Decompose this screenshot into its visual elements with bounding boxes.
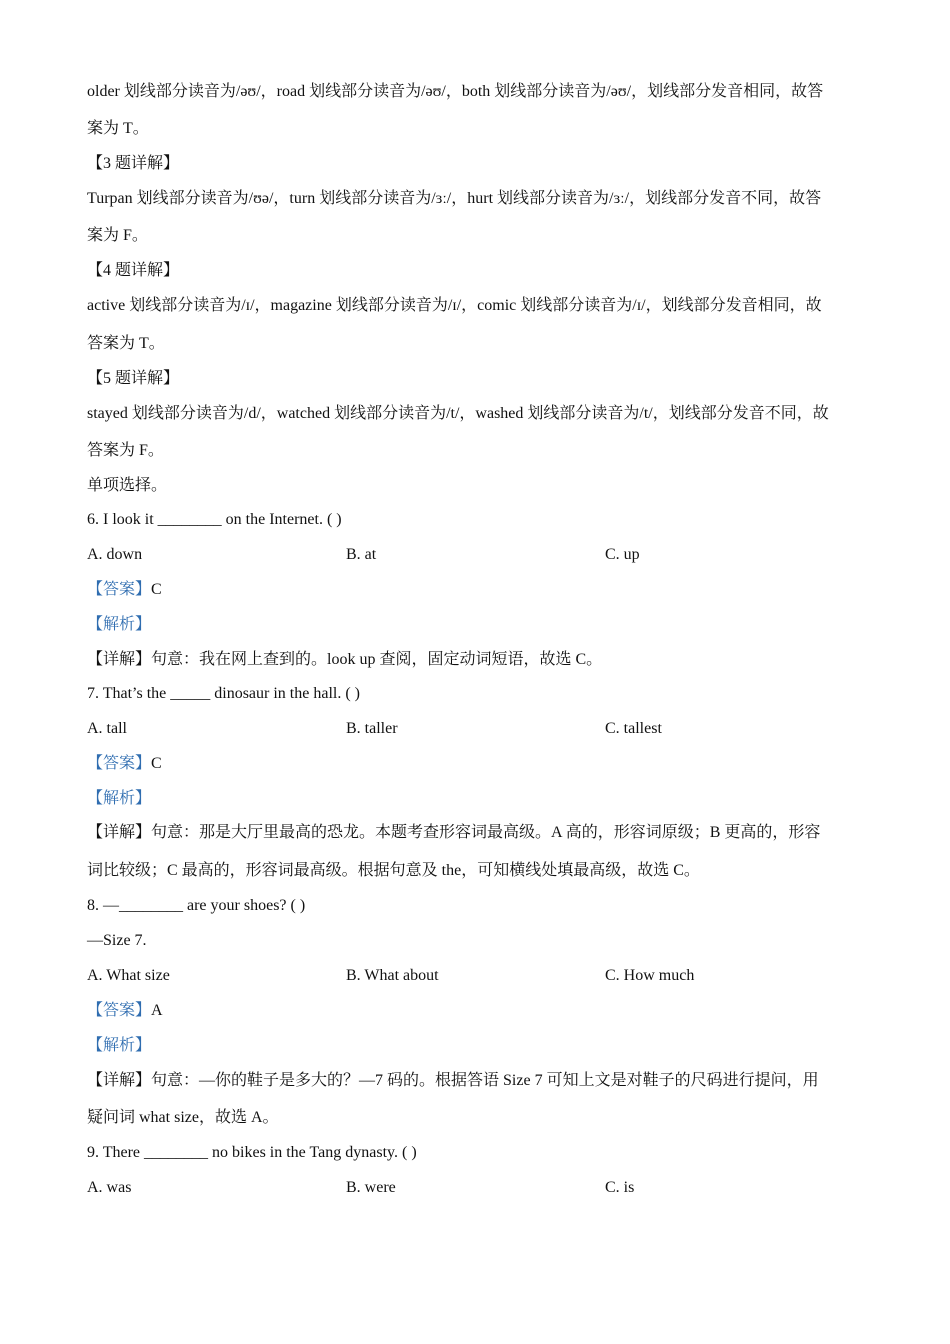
detail-label: 【详解】 — [87, 824, 152, 841]
detail-text: 句意：—你的鞋子是多大的？—7 码的。根据答语 Size 7 可知上文是对鞋子的尺码进行提问，用 — [151, 1072, 819, 1089]
question-6-detail — [87, 650, 862, 670]
question-6-option-c: C. up — [605, 546, 640, 563]
question-8-detail-line1 — [87, 1071, 862, 1091]
item3-body-line1: Turpan 划线部分读音为/ʊə/，turn 划线部分读音为/ɜː/，hurt 划线部分读音为/ɜː/，划线部分发音不同，故答 — [87, 190, 822, 207]
question-7-analysis — [87, 789, 862, 809]
question-7-option-c: C. tallest — [605, 720, 662, 737]
question-6-analysis — [87, 615, 862, 635]
answer-value: A — [151, 1002, 163, 1019]
question-8-reply: —Size 7. — [87, 932, 147, 949]
item2-body-line2: 案为 T。 — [87, 120, 149, 137]
question-7-option-b: B. taller — [346, 720, 398, 737]
question-7-stem: 7. That’s the _____ dinosaur in the hall. ( ) — [87, 685, 360, 702]
question-7-answer — [87, 754, 862, 774]
item3-body-line2: 案为 F。 — [87, 227, 148, 244]
question-7-detail-line2: 词比较级；C 最高的，形容词最高级。根据句意及 the，可知横线处填最高级，故选 C。 — [87, 862, 700, 879]
question-6-option-b: B. at — [346, 546, 377, 563]
question-8-analysis — [87, 1036, 862, 1056]
analysis-label: 【解析】 — [87, 616, 152, 633]
answer-value: C — [151, 755, 162, 772]
item2-body-line1: older 划线部分读音为/əʊ/，road 划线部分读音为/əʊ/，both 划线部分读音为/əʊ/，划线部分发音相同，故答 — [87, 83, 824, 100]
question-9-option-a: A. was — [87, 1179, 132, 1196]
answer-label: 【答案】 — [87, 581, 152, 598]
item5-heading: 【5 题详解】 — [87, 370, 180, 387]
section-title: 单项选择。 — [87, 477, 168, 494]
item4-body-line1: active 划线部分读音为/ɪ/，magazine 划线部分读音为/ɪ/，comic 划线部分读音为/ɪ/，划线部分发音相同，故 — [87, 297, 822, 314]
question-9-option-b: B. were — [346, 1179, 396, 1196]
question-6-answer — [87, 580, 862, 600]
item5-body-line2: 答案为 F。 — [87, 442, 164, 459]
answer-label: 【答案】 — [87, 1002, 152, 1019]
item3-heading: 【3 题详解】 — [87, 155, 180, 172]
question-8-detail-line2: 疑问词 what size，故选 A。 — [87, 1109, 279, 1126]
answer-label: 【答案】 — [87, 755, 152, 772]
item4-heading: 【4 题详解】 — [87, 262, 180, 279]
question-7-detail-line1 — [87, 823, 862, 843]
detail-text: 句意：那是大厅里最高的恐龙。本题考查形容词最高级。A 高的，形容词原级；B 更高的，形容 — [151, 824, 821, 841]
detail-text: 句意：我在网上查到的。look up 查阅，固定动词短语，故选 C。 — [151, 651, 603, 668]
detail-label: 【详解】 — [87, 651, 152, 668]
item5-body-line1: stayed 划线部分读音为/d/，watched 划线部分读音为/t/，washed 划线部分读音为/t/，划线部分发音不同，故 — [87, 405, 829, 422]
question-8-stem: 8. —________ are your shoes? ( ) — [87, 897, 306, 914]
question-8-answer — [87, 1001, 862, 1021]
question-6-stem: 6. I look it ________ on the Internet. ( ) — [87, 511, 342, 528]
item4-body-line2: 答案为 T。 — [87, 335, 165, 352]
analysis-label: 【解析】 — [87, 790, 152, 807]
question-8-option-a: A. What size — [87, 967, 170, 984]
question-9-option-c: C. is — [605, 1179, 635, 1196]
analysis-label: 【解析】 — [87, 1037, 152, 1054]
question-6-option-a: A. down — [87, 546, 143, 563]
question-9-stem: 9. There ________ no bikes in the Tang dynasty. ( ) — [87, 1144, 417, 1161]
answer-value: C — [151, 581, 162, 598]
question-8-option-c: C. How much — [605, 967, 695, 984]
detail-label: 【详解】 — [87, 1072, 152, 1089]
question-8-option-b: B. What about — [346, 967, 439, 984]
question-7-option-a: A. tall — [87, 720, 127, 737]
